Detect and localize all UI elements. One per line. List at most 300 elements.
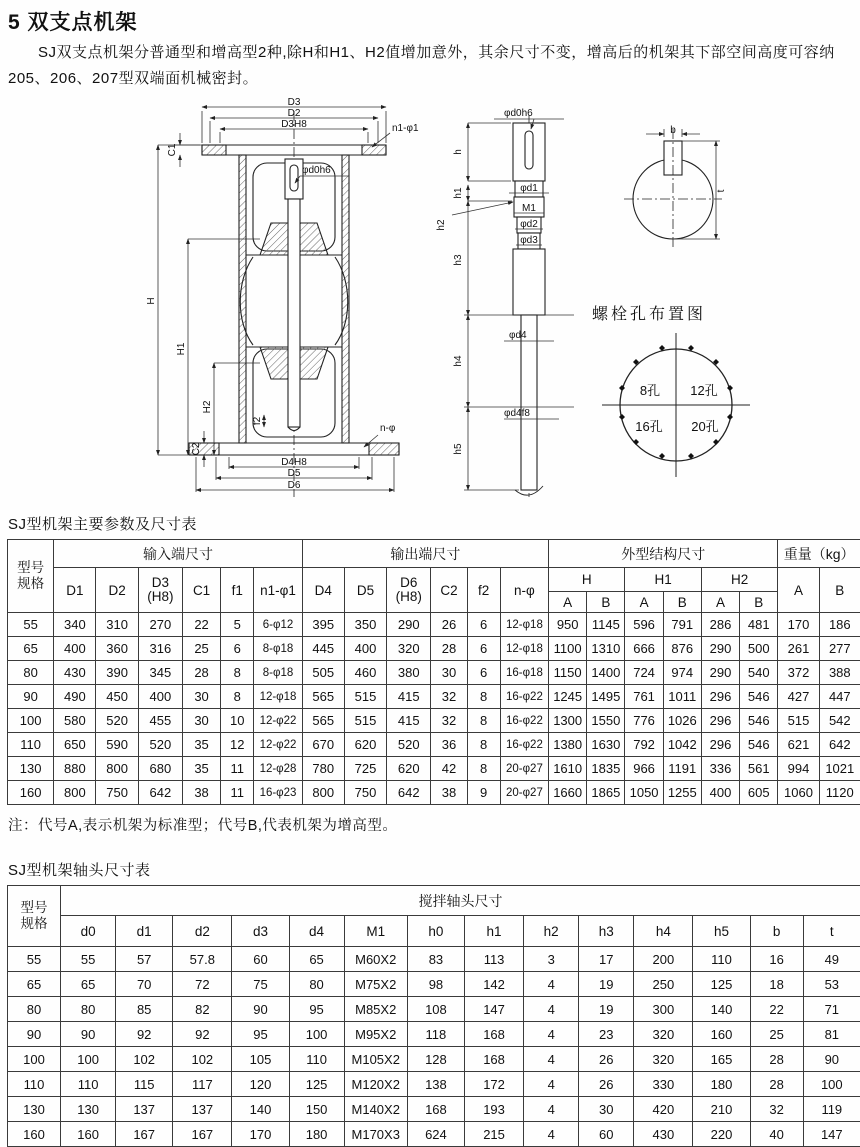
dim-label-d6: D6 bbox=[288, 480, 301, 491]
table-cell: 296 bbox=[701, 709, 739, 733]
table-cell: 800 bbox=[96, 757, 138, 781]
table-row bbox=[8, 1047, 860, 1072]
table-cell: 138 bbox=[407, 1072, 464, 1097]
header-col-d4: d4 bbox=[289, 916, 344, 947]
table-row bbox=[8, 1022, 860, 1047]
table-cell: 565 bbox=[302, 685, 344, 709]
table-cell: 515 bbox=[344, 685, 386, 709]
dim-label-c2: C2 bbox=[191, 442, 202, 455]
table-cell: 350 bbox=[344, 613, 386, 637]
table-cell: 40 bbox=[750, 1122, 803, 1147]
table-cell: 761 bbox=[625, 685, 663, 709]
table-cell: 95 bbox=[289, 997, 344, 1022]
dim-label-d3: D3 bbox=[288, 97, 301, 108]
table-cell: 147 bbox=[803, 1122, 860, 1147]
table-cell: 430 bbox=[634, 1122, 693, 1147]
table-cell: 620 bbox=[387, 757, 431, 781]
table-cell: 290 bbox=[701, 637, 739, 661]
table-cell: 1026 bbox=[663, 709, 701, 733]
table-cell: 168 bbox=[464, 1022, 523, 1047]
table-row bbox=[8, 947, 860, 972]
table-cell: 1255 bbox=[663, 781, 701, 805]
shaft-label-h2: h2 bbox=[436, 219, 447, 231]
table-cell: 23 bbox=[579, 1022, 634, 1047]
table-cell: 666 bbox=[625, 637, 663, 661]
table-row bbox=[8, 661, 860, 685]
table-cell: 83 bbox=[407, 947, 464, 972]
table-cell: 105 bbox=[232, 1047, 289, 1072]
table-cell: 80 bbox=[8, 661, 54, 685]
bolt-label-12: 12孔 bbox=[690, 383, 717, 398]
shaft-label-h5: h5 bbox=[453, 443, 464, 455]
shaft-label-h1: h1 bbox=[453, 187, 464, 199]
header-col-d0: d0 bbox=[61, 916, 116, 947]
header-col-d1: d1 bbox=[116, 916, 173, 947]
table-cell: 22 bbox=[750, 997, 803, 1022]
dim-label-n-phi: n-φ bbox=[380, 423, 396, 434]
table-cell: 160 bbox=[8, 781, 54, 805]
table-cell: M105X2 bbox=[344, 1047, 407, 1072]
table-cell: 876 bbox=[663, 637, 701, 661]
table-cell: 102 bbox=[173, 1047, 232, 1072]
table-cell: 35 bbox=[182, 757, 220, 781]
table-cell: 420 bbox=[634, 1097, 693, 1122]
table-cell: 455 bbox=[138, 709, 182, 733]
table-cell: 415 bbox=[387, 685, 431, 709]
header-col-h4: h4 bbox=[634, 916, 693, 947]
table-cell: 400 bbox=[701, 781, 739, 805]
table-cell: 950 bbox=[549, 613, 587, 637]
header-col-H2-b: B bbox=[740, 592, 778, 613]
table-cell: 750 bbox=[344, 781, 386, 805]
table-cell: 25 bbox=[182, 637, 220, 661]
table-cell: 140 bbox=[232, 1097, 289, 1122]
table-cell: 1145 bbox=[587, 613, 625, 637]
table-cell: 12-φ22 bbox=[254, 733, 302, 757]
header-col-d5: D5 bbox=[344, 568, 386, 613]
header-col-nphi: n-φ bbox=[500, 568, 548, 613]
table-cell: 110 bbox=[8, 1072, 61, 1097]
shaft-label-phi-d0h6: φd0h6 bbox=[504, 108, 533, 119]
header-col-d2: d2 bbox=[173, 916, 232, 947]
header-col-H: H bbox=[549, 568, 625, 592]
table-cell: 17 bbox=[579, 947, 634, 972]
table-cell: 1060 bbox=[778, 781, 819, 805]
header-model-line2: 规格 bbox=[8, 916, 60, 932]
table-cell: 113 bbox=[464, 947, 523, 972]
table-cell: 277 bbox=[819, 637, 860, 661]
header-col-d2: D2 bbox=[96, 568, 138, 613]
header-group-output: 输出端尺寸 bbox=[302, 540, 548, 568]
table-cell: 170 bbox=[232, 1122, 289, 1147]
table-cell: 130 bbox=[8, 757, 54, 781]
header-col-H-b: B bbox=[587, 592, 625, 613]
table-cell: M75X2 bbox=[344, 972, 407, 997]
table-cell: 100 bbox=[8, 709, 54, 733]
table-cell: 430 bbox=[54, 661, 96, 685]
table-cell: 28 bbox=[750, 1072, 803, 1097]
table-cell: 120 bbox=[232, 1072, 289, 1097]
table-cell: 168 bbox=[407, 1097, 464, 1122]
table-cell: 55 bbox=[8, 613, 54, 637]
table-cell: 70 bbox=[116, 972, 173, 997]
table-cell: 220 bbox=[693, 1122, 750, 1147]
table-cell: 505 bbox=[302, 661, 344, 685]
frame-params-table-body bbox=[8, 613, 860, 805]
table-cell: 270 bbox=[138, 613, 182, 637]
table-cell: 546 bbox=[740, 685, 778, 709]
table-cell: 150 bbox=[289, 1097, 344, 1122]
table-cell: 6 bbox=[467, 613, 500, 637]
header-col-d3: d3 bbox=[232, 916, 289, 947]
table-cell: 16-φ22 bbox=[500, 685, 548, 709]
table-cell: 90 bbox=[8, 1022, 61, 1047]
table-row bbox=[8, 1122, 860, 1147]
bolt-label-20: 20孔 bbox=[691, 419, 718, 434]
table-cell: 792 bbox=[625, 733, 663, 757]
table-cell: 19 bbox=[579, 997, 634, 1022]
dim-label-d4h8: D4H8 bbox=[281, 457, 307, 468]
table-cell: 10 bbox=[221, 709, 254, 733]
table-cell: 100 bbox=[8, 1047, 61, 1072]
table-cell: 296 bbox=[701, 685, 739, 709]
table-cell: 515 bbox=[778, 709, 819, 733]
table-cell: M120X2 bbox=[344, 1072, 407, 1097]
table-cell: 8-φ18 bbox=[254, 637, 302, 661]
table-cell: 108 bbox=[407, 997, 464, 1022]
table-cell: 320 bbox=[634, 1047, 693, 1072]
header-col-d1: D1 bbox=[54, 568, 96, 613]
table-cell: 57.8 bbox=[173, 947, 232, 972]
table-cell: 1042 bbox=[663, 733, 701, 757]
table-cell: 3 bbox=[524, 947, 579, 972]
table-cell: 28 bbox=[182, 661, 220, 685]
table-cell: 300 bbox=[634, 997, 693, 1022]
table-cell: 25 bbox=[750, 1022, 803, 1047]
table-row bbox=[8, 709, 860, 733]
table-cell: 596 bbox=[625, 613, 663, 637]
shaft-label-h3: h3 bbox=[453, 254, 464, 266]
table-cell: 30 bbox=[431, 661, 467, 685]
shaft-label-phi-d3: φd3 bbox=[520, 235, 538, 246]
table-row bbox=[8, 1072, 860, 1097]
main-dimensions bbox=[158, 107, 394, 492]
table-cell: 966 bbox=[625, 757, 663, 781]
table-cell: 165 bbox=[693, 1047, 750, 1072]
table-cell: 160 bbox=[61, 1122, 116, 1147]
table-cell: 1865 bbox=[587, 781, 625, 805]
dim-label-f2: f2 bbox=[252, 416, 263, 425]
table-cell: 215 bbox=[464, 1122, 523, 1147]
table-cell: 1021 bbox=[819, 757, 860, 781]
table-cell: 119 bbox=[803, 1097, 860, 1122]
shaft-head-table-body bbox=[8, 947, 860, 1147]
table-cell: 12 bbox=[221, 733, 254, 757]
header-col-H1-a: A bbox=[625, 592, 663, 613]
table-cell: 180 bbox=[289, 1122, 344, 1147]
header-col-weight-b: B bbox=[819, 568, 860, 613]
table-row bbox=[8, 972, 860, 997]
table-cell: 20-φ27 bbox=[500, 781, 548, 805]
table-cell: 880 bbox=[54, 757, 96, 781]
table-cell: 12-φ22 bbox=[254, 709, 302, 733]
table-row bbox=[8, 637, 860, 661]
table-cell: 791 bbox=[663, 613, 701, 637]
table-cell: M95X2 bbox=[344, 1022, 407, 1047]
table-cell: 8 bbox=[221, 685, 254, 709]
table-cell: 642 bbox=[138, 781, 182, 805]
table-cell: 445 bbox=[302, 637, 344, 661]
shaft-label-phi-d2: φd2 bbox=[520, 219, 538, 230]
header-col-h5: h5 bbox=[693, 916, 750, 947]
table-cell: 85 bbox=[116, 997, 173, 1022]
table-cell: 8 bbox=[467, 733, 500, 757]
table-cell: 128 bbox=[407, 1047, 464, 1072]
header-col-H1: H1 bbox=[625, 568, 701, 592]
table-cell: 167 bbox=[116, 1122, 173, 1147]
table-cell: 90 bbox=[61, 1022, 116, 1047]
table-cell: 546 bbox=[740, 733, 778, 757]
dim-label-d5: D5 bbox=[288, 468, 301, 479]
header-col-t: t bbox=[803, 916, 860, 947]
header-col-d3-sub: (H8) bbox=[139, 590, 182, 604]
table-cell: 670 bbox=[302, 733, 344, 757]
table-cell: 520 bbox=[96, 709, 138, 733]
table1-footnote: 注：代号A,表示机架为标准型；代号B,代表机架为增高型。 bbox=[8, 814, 856, 835]
bolt-circle bbox=[602, 333, 750, 477]
table-cell: 542 bbox=[819, 709, 860, 733]
header-group-weight: 重量（kg） bbox=[778, 540, 860, 568]
table-cell: 336 bbox=[701, 757, 739, 781]
dim-label-H2: H2 bbox=[202, 400, 213, 413]
table-cell: 460 bbox=[344, 661, 386, 685]
header-model bbox=[8, 540, 54, 613]
table-cell: 80 bbox=[8, 997, 61, 1022]
key-label-b: b bbox=[670, 125, 676, 136]
table-cell: 1300 bbox=[549, 709, 587, 733]
table-cell: 130 bbox=[61, 1097, 116, 1122]
dim-label-n1-phi1: n1-φ1 bbox=[392, 123, 419, 134]
table-cell: 172 bbox=[464, 1072, 523, 1097]
table-cell: 18 bbox=[750, 972, 803, 997]
table2-title: SJ型机架轴头尺寸表 bbox=[8, 859, 856, 880]
dim-label-c1: C1 bbox=[167, 143, 178, 156]
table-cell: 142 bbox=[464, 972, 523, 997]
header-col-H-a: A bbox=[549, 592, 587, 613]
table-cell: 4 bbox=[524, 1022, 579, 1047]
table-cell: 53 bbox=[803, 972, 860, 997]
table-cell: 60 bbox=[579, 1122, 634, 1147]
page-title: 5 双支点机架 bbox=[8, 6, 856, 36]
table-cell: 75 bbox=[232, 972, 289, 997]
table-cell: 100 bbox=[803, 1072, 860, 1097]
header-col-m1: M1 bbox=[344, 916, 407, 947]
table-cell: 80 bbox=[289, 972, 344, 997]
table-cell: 621 bbox=[778, 733, 819, 757]
table-cell: 32 bbox=[431, 685, 467, 709]
header-col-d6-sub: (H8) bbox=[387, 590, 430, 604]
table-cell: 776 bbox=[625, 709, 663, 733]
header-col-d3h8 bbox=[138, 568, 182, 613]
table-cell: 81 bbox=[803, 1022, 860, 1047]
table-cell: 19 bbox=[579, 972, 634, 997]
table-cell: 415 bbox=[387, 709, 431, 733]
table-cell: 605 bbox=[740, 781, 778, 805]
table1-title: SJ型机架主要参数及尺寸表 bbox=[8, 513, 856, 534]
table-cell: 55 bbox=[61, 947, 116, 972]
key-dimensions bbox=[646, 129, 720, 239]
header-col-h1: h1 bbox=[464, 916, 523, 947]
table-cell: M60X2 bbox=[344, 947, 407, 972]
dim-label-phi-d0h6: φd0h6 bbox=[302, 165, 331, 176]
table-cell: 1100 bbox=[549, 637, 587, 661]
bolt-label-16: 16孔 bbox=[635, 419, 662, 434]
table-cell: 38 bbox=[431, 781, 467, 805]
table-cell: 400 bbox=[54, 637, 96, 661]
table-cell: 168 bbox=[464, 1047, 523, 1072]
table-cell: 447 bbox=[819, 685, 860, 709]
table-cell: 320 bbox=[634, 1022, 693, 1047]
table-cell: 1610 bbox=[549, 757, 587, 781]
table-cell: 450 bbox=[96, 685, 138, 709]
shaft-label-h4: h4 bbox=[453, 355, 464, 367]
table-cell: 994 bbox=[778, 757, 819, 781]
header-col-n1phi1: n1-φ1 bbox=[254, 568, 302, 613]
table-cell: 71 bbox=[803, 997, 860, 1022]
table-cell: 380 bbox=[387, 661, 431, 685]
table-cell: 137 bbox=[116, 1097, 173, 1122]
table-cell: 388 bbox=[819, 661, 860, 685]
table-cell: 110 bbox=[693, 947, 750, 972]
table-cell: 642 bbox=[387, 781, 431, 805]
shaft-label-phi-d1: φd1 bbox=[520, 183, 538, 194]
header-group-outline: 外型结构尺寸 bbox=[549, 540, 778, 568]
table-cell: 16-φ22 bbox=[500, 733, 548, 757]
table-row bbox=[8, 685, 860, 709]
table-cell: 193 bbox=[464, 1097, 523, 1122]
table-cell: 290 bbox=[701, 661, 739, 685]
header-col-H2-a: A bbox=[701, 592, 739, 613]
table-cell: 65 bbox=[61, 972, 116, 997]
table-cell: 400 bbox=[138, 685, 182, 709]
table-cell: 170 bbox=[778, 613, 819, 637]
header-col-c1: C1 bbox=[182, 568, 220, 613]
bolt-layout-drawing bbox=[598, 329, 758, 485]
table-cell: 750 bbox=[96, 781, 138, 805]
table-cell: 725 bbox=[344, 757, 386, 781]
table-cell: 4 bbox=[524, 997, 579, 1022]
table-cell: 561 bbox=[740, 757, 778, 781]
table-cell: 1630 bbox=[587, 733, 625, 757]
header-col-d4: D4 bbox=[302, 568, 344, 613]
table-cell: M170X3 bbox=[344, 1122, 407, 1147]
table-cell: 130 bbox=[8, 1097, 61, 1122]
dim-label-d2: D2 bbox=[288, 108, 301, 119]
table-cell: 4 bbox=[524, 972, 579, 997]
table-cell: 65 bbox=[8, 637, 54, 661]
table-cell: 546 bbox=[740, 709, 778, 733]
table-cell: 12-φ18 bbox=[254, 685, 302, 709]
table-cell: 26 bbox=[579, 1047, 634, 1072]
table-cell: 1380 bbox=[549, 733, 587, 757]
table-cell: 6 bbox=[221, 637, 254, 661]
table-cell: 110 bbox=[289, 1047, 344, 1072]
header-col-c2: C2 bbox=[431, 568, 467, 613]
table-cell: 90 bbox=[232, 997, 289, 1022]
header-model bbox=[8, 886, 61, 947]
table-cell: 4 bbox=[524, 1047, 579, 1072]
table-cell: 6-φ12 bbox=[254, 613, 302, 637]
table-cell: 110 bbox=[61, 1072, 116, 1097]
table-cell: 200 bbox=[634, 947, 693, 972]
table-cell: 345 bbox=[138, 661, 182, 685]
table-cell: 102 bbox=[116, 1047, 173, 1072]
header-model-line1: 型号 bbox=[8, 900, 60, 916]
header-col-b: b bbox=[750, 916, 803, 947]
table-cell: 286 bbox=[701, 613, 739, 637]
table-cell: 100 bbox=[289, 1022, 344, 1047]
table-cell: 160 bbox=[8, 1122, 61, 1147]
table-cell: 1150 bbox=[549, 661, 587, 685]
table-cell: 515 bbox=[344, 709, 386, 733]
table-cell: M85X2 bbox=[344, 997, 407, 1022]
table-cell: 1310 bbox=[587, 637, 625, 661]
bolt-layout-title: 螺栓孔布置图 bbox=[592, 301, 706, 324]
table-cell: 98 bbox=[407, 972, 464, 997]
table-cell: 180 bbox=[693, 1072, 750, 1097]
table-cell: 1191 bbox=[663, 757, 701, 781]
figure-area bbox=[4, 97, 856, 503]
table-cell: 540 bbox=[740, 661, 778, 685]
table-cell: 6 bbox=[467, 661, 500, 685]
table-cell: 520 bbox=[387, 733, 431, 757]
table-cell: 360 bbox=[96, 637, 138, 661]
table-cell: 290 bbox=[387, 613, 431, 637]
header-group-shaft: 搅拌轴头尺寸 bbox=[61, 886, 860, 916]
shaft-label-phi-d4: φd4 bbox=[509, 330, 527, 341]
table-cell: 82 bbox=[173, 997, 232, 1022]
table-cell: 340 bbox=[54, 613, 96, 637]
table-cell: 95 bbox=[232, 1022, 289, 1047]
table-cell: 26 bbox=[579, 1072, 634, 1097]
table-cell: 490 bbox=[54, 685, 96, 709]
shaft-head-table bbox=[7, 885, 860, 1147]
header-col-d6h8 bbox=[387, 568, 431, 613]
table-cell: 1550 bbox=[587, 709, 625, 733]
table-cell: 137 bbox=[173, 1097, 232, 1122]
table-cell: 5 bbox=[221, 613, 254, 637]
table-cell: 16-φ22 bbox=[500, 709, 548, 733]
table-cell: 6 bbox=[467, 637, 500, 661]
table-cell: 125 bbox=[289, 1072, 344, 1097]
table-cell: 90 bbox=[8, 685, 54, 709]
table-cell: 167 bbox=[173, 1122, 232, 1147]
table-cell: 110 bbox=[8, 733, 54, 757]
table-cell: 35 bbox=[182, 733, 220, 757]
frame-outline bbox=[189, 111, 399, 497]
table-cell: 49 bbox=[803, 947, 860, 972]
table-cell: 30 bbox=[182, 709, 220, 733]
table-cell: 11 bbox=[221, 781, 254, 805]
table-cell: 724 bbox=[625, 661, 663, 685]
header-col-H2: H2 bbox=[701, 568, 777, 592]
table-cell: 390 bbox=[96, 661, 138, 685]
header-col-weight-a: A bbox=[778, 568, 819, 613]
table-cell: 42 bbox=[431, 757, 467, 781]
table-cell: 160 bbox=[693, 1022, 750, 1047]
table-cell: 12-φ28 bbox=[254, 757, 302, 781]
header-col-d6: D6 bbox=[387, 576, 430, 590]
